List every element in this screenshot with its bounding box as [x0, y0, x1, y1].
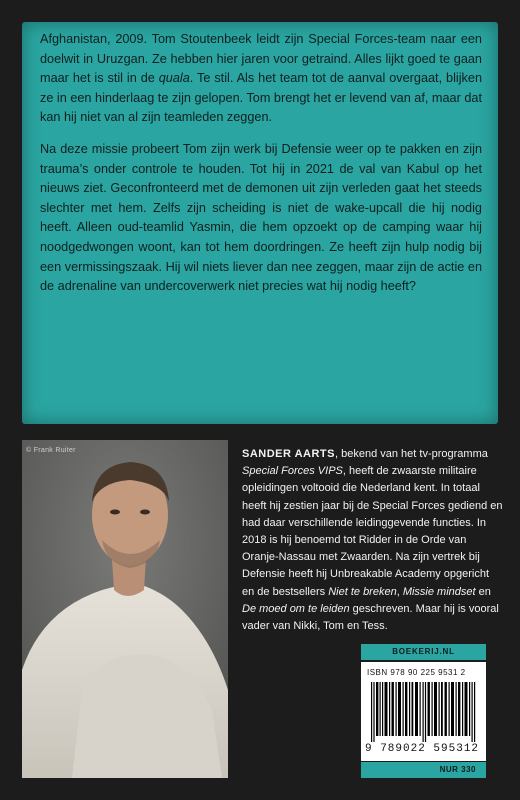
- bio-text-3: geschreven. Maar hij is vooral vader van Nikki, Tom en Tess.: [242, 602, 499, 633]
- isbn-label: ISBN 978 90 225 9531 2: [367, 668, 466, 677]
- blurb-paragraph-1: [40, 30, 482, 128]
- bio-book-3: De moed om te leiden: [242, 602, 350, 615]
- photo-credit: © Frank Ruiter: [26, 447, 76, 454]
- nur-code: NUR 330: [361, 762, 486, 778]
- bio-and: en: [475, 585, 491, 598]
- blurb-paragraph-2: Na deze missie probeert Tom zijn werk bij Defensie weer op te pakken en zijn trauma’s onder controle te houden. Tot hij in 2021 de val van Kabul op het nieuws ziet. Geconfronteerd met de demonen uit zijn verleden gaat het steeds slechter met hem. Zelfs zijn scheiding is niet de wake-upcall die hij nodig heeft. Alleen oud-teamlid Yasmin, die hem opzoekt op de camping waar hij noodgedwongen woont, kan tot hem doordringen. Ze heeft zijn hulp nodig bij een vermissingszaak. Hij wil niets liever dan nee zeggen, maar zijn de actie en de adrenaline van undercoverwerk niet precies wat hij nodig heeft?: [40, 141, 482, 294]
- bio-book-1: Niet te breken: [328, 585, 397, 598]
- bio-show-title: Special Forces VIPS: [242, 465, 343, 478]
- barcode-icon: [371, 682, 478, 742]
- barcode-digits: 9 789022 595312: [365, 743, 480, 755]
- author-bio: [242, 446, 504, 635]
- blurb-p1-start: Afghanistan, 2009. Tom Stoutenbeek leidt zijn Special Forces-team naar een doelwit in Uruzgan. Ze hebben hier jaren voor getraind. Alles lijkt goed te gaan maar het is stil in de: [40, 32, 482, 86]
- barcode-panel: [361, 662, 486, 761]
- publisher-url: BOEKERIJ.NL: [361, 644, 486, 660]
- bio-text-1: , bekend van het tv-programma: [335, 448, 488, 460]
- bio-book-2: Missie mindset: [402, 585, 476, 598]
- bio-text-2: , heeft de zwaarste militaire opleidingen voltooid die Nederland kent. In totaal heeft hij zestien jaar bij de Special Forces gediend en had daar verschillende leidinggevende functies. In 2018 is hij benoemd tot Ridder in de Orde van Oranje-Nassau met Zwaarden. Na zijn vertrek bij Defensie heeft hij Unbreakable Academy opgericht en de bestsellers: [242, 465, 503, 598]
- blurb-p1-italic: quala: [158, 71, 190, 86]
- author-photo: [22, 440, 228, 778]
- author-name: SANDER AARTS: [242, 448, 335, 460]
- bio-separator: ,: [396, 585, 403, 598]
- blurb-p1-rest: . Te stil. Als het team tot de aanval overgaat, blijken ze in een hinderlaag te zijn gelopen. Tom brengt het er levend van af, maar dat kan hij niet van al zijn teamleden zeggen.: [40, 71, 482, 125]
- blurb-text: [40, 30, 482, 297]
- author-portrait: [22, 440, 228, 778]
